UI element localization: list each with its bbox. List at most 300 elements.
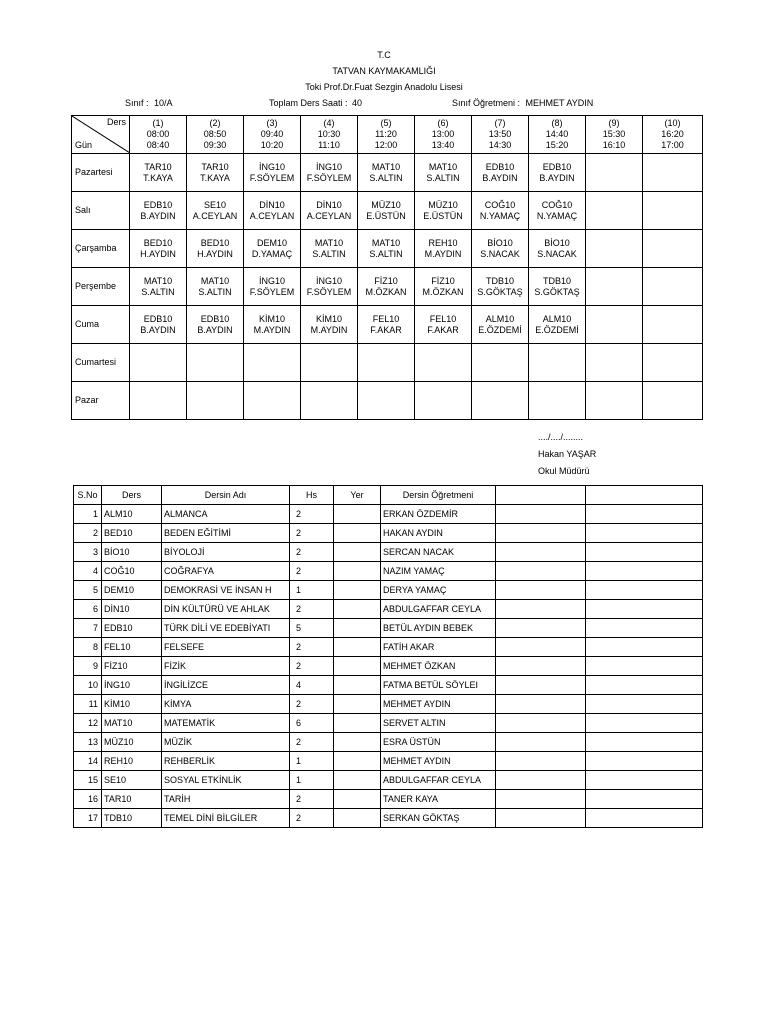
course-year bbox=[334, 676, 381, 695]
course-year bbox=[334, 790, 381, 809]
lesson-cell bbox=[529, 154, 586, 192]
table-row bbox=[74, 619, 703, 638]
lesson-teacher: A.CEYLAN bbox=[192, 210, 238, 221]
period-start: 14:40 bbox=[545, 129, 569, 139]
lesson-cell bbox=[358, 344, 415, 382]
lesson-code: KİM10 bbox=[315, 313, 342, 324]
course-blank bbox=[586, 695, 703, 714]
course-year bbox=[334, 581, 381, 600]
course-hours: 2 bbox=[290, 733, 334, 752]
lesson-teacher: B.AYDIN bbox=[197, 324, 233, 335]
course-code: TDB10 bbox=[102, 809, 162, 828]
table-row bbox=[74, 562, 703, 581]
course-blank bbox=[496, 543, 586, 562]
lesson-cell bbox=[244, 306, 301, 344]
course-hours: 2 bbox=[290, 524, 334, 543]
course-name: COĞRAFYA bbox=[162, 562, 290, 581]
period-start: 16:20 bbox=[661, 129, 684, 139]
lesson-cell bbox=[130, 306, 187, 344]
lesson-teacher: S.GÖKTAŞ bbox=[534, 286, 580, 297]
course-code: ALM10 bbox=[102, 505, 162, 524]
timetable bbox=[71, 115, 703, 420]
lesson-cell bbox=[244, 268, 301, 306]
course-code: BED10 bbox=[102, 524, 162, 543]
course-hours: 1 bbox=[290, 752, 334, 771]
lesson-teacher: A.CEYLAN bbox=[306, 210, 352, 221]
course-year bbox=[334, 752, 381, 771]
signature-name: Hakan YAŞAR bbox=[538, 449, 597, 459]
course-name: TÜRK DİLİ VE EDEBİYATI bbox=[162, 619, 290, 638]
day-row bbox=[72, 306, 703, 344]
lesson-teacher: D.YAMAÇ bbox=[251, 248, 293, 259]
course-year bbox=[334, 524, 381, 543]
lesson-code: BED10 bbox=[200, 237, 230, 248]
course-year bbox=[334, 543, 381, 562]
lesson-code: DİN10 bbox=[316, 199, 342, 210]
lesson-cell bbox=[472, 192, 529, 230]
period-header bbox=[301, 116, 358, 154]
course-name: DİN KÜLTÜRÜ VE AHLAK bbox=[162, 600, 290, 619]
period-end: 17:00 bbox=[661, 140, 684, 150]
lesson-cell bbox=[301, 382, 358, 420]
course-hours: 5 bbox=[290, 619, 334, 638]
col-header-teacher: Dersin Öğretmeni bbox=[381, 486, 496, 505]
course-sno: 12 bbox=[74, 714, 102, 733]
lesson-teacher: M.AYDIN bbox=[253, 324, 291, 335]
lesson-teacher: F.SÖYLEM bbox=[249, 172, 295, 183]
lesson-cell bbox=[130, 382, 187, 420]
lesson-code: MAT10 bbox=[428, 161, 458, 172]
table-row bbox=[74, 657, 703, 676]
course-code: DEM10 bbox=[102, 581, 162, 600]
course-header-row bbox=[74, 486, 703, 505]
lesson-cell bbox=[586, 344, 643, 382]
lesson-cell bbox=[586, 230, 643, 268]
period-header bbox=[586, 116, 643, 154]
course-teacher: ABDULGAFFAR CEYLA bbox=[381, 600, 496, 619]
lesson-cell bbox=[187, 230, 244, 268]
col-header-blank bbox=[586, 486, 703, 505]
period-start: 10:30 bbox=[317, 129, 341, 139]
course-teacher: TANER KAYA bbox=[381, 790, 496, 809]
table-row bbox=[74, 581, 703, 600]
lesson-code: BİO10 bbox=[544, 237, 570, 248]
class-label: Sınıf : bbox=[125, 98, 149, 108]
course-year bbox=[334, 619, 381, 638]
lesson-cell bbox=[244, 230, 301, 268]
course-sno: 2 bbox=[74, 524, 102, 543]
course-blank bbox=[496, 790, 586, 809]
lesson-cell bbox=[586, 382, 643, 420]
course-name: FELSEFE bbox=[162, 638, 290, 657]
lesson-code: EDB10 bbox=[143, 199, 173, 210]
course-teacher: MEHMET AYDIN bbox=[381, 752, 496, 771]
course-sno: 6 bbox=[74, 600, 102, 619]
lesson-teacher: M.ÖZKAN bbox=[422, 286, 464, 297]
lesson-cell bbox=[358, 192, 415, 230]
lesson-code: İNG10 bbox=[258, 161, 285, 172]
period-header bbox=[472, 116, 529, 154]
course-teacher: MEHMET AYDIN bbox=[381, 695, 496, 714]
course-hours: 2 bbox=[290, 543, 334, 562]
course-name: DEMOKRASİ VE İNSAN H bbox=[162, 581, 290, 600]
period-header bbox=[244, 116, 301, 154]
period-start: 13:50 bbox=[488, 129, 512, 139]
course-code: REH10 bbox=[102, 752, 162, 771]
course-name: MATEMATİK bbox=[162, 714, 290, 733]
day-row bbox=[72, 268, 703, 306]
lesson-code: SE10 bbox=[203, 199, 227, 210]
lesson-code: MÜZ10 bbox=[428, 199, 458, 210]
lesson-cell bbox=[415, 154, 472, 192]
corner-cell bbox=[72, 116, 130, 154]
lesson-cell bbox=[472, 230, 529, 268]
lesson-code: ALM10 bbox=[485, 313, 515, 324]
course-hours: 2 bbox=[290, 638, 334, 657]
lesson-teacher: E.ÖZDEMİ bbox=[478, 324, 522, 335]
lesson-cell bbox=[643, 154, 703, 192]
lesson-cell bbox=[187, 344, 244, 382]
lesson-cell bbox=[643, 306, 703, 344]
table-row bbox=[74, 695, 703, 714]
total-hours-label: Toplam Ders Saati : bbox=[269, 98, 348, 108]
course-code: EDB10 bbox=[102, 619, 162, 638]
corner-cell-content bbox=[72, 116, 129, 153]
table-row bbox=[74, 676, 703, 695]
lesson-cell bbox=[301, 154, 358, 192]
lesson-cell bbox=[415, 192, 472, 230]
course-list-table bbox=[73, 485, 703, 828]
lesson-cell bbox=[529, 344, 586, 382]
class-info bbox=[125, 98, 173, 108]
course-blank bbox=[586, 733, 703, 752]
day-name: Pazartesi bbox=[72, 154, 130, 192]
course-hours: 4 bbox=[290, 676, 334, 695]
lesson-cell bbox=[358, 154, 415, 192]
class-teacher-info bbox=[452, 98, 593, 108]
lesson-cell bbox=[472, 344, 529, 382]
lesson-teacher: S.ALTIN bbox=[369, 248, 403, 259]
course-sno: 7 bbox=[74, 619, 102, 638]
table-row bbox=[74, 638, 703, 657]
lesson-cell bbox=[130, 230, 187, 268]
course-teacher: DERYA YAMAÇ bbox=[381, 581, 496, 600]
course-blank bbox=[496, 714, 586, 733]
lesson-cell bbox=[187, 268, 244, 306]
course-sno: 3 bbox=[74, 543, 102, 562]
lesson-code: DİN10 bbox=[259, 199, 285, 210]
course-teacher: NAZIM YAMAÇ bbox=[381, 562, 496, 581]
total-hours-value: 40 bbox=[352, 98, 363, 108]
lesson-code: MAT10 bbox=[371, 161, 401, 172]
course-name: BEDEN EĞİTİMİ bbox=[162, 524, 290, 543]
course-blank bbox=[586, 600, 703, 619]
course-blank bbox=[496, 733, 586, 752]
period-end: 08:40 bbox=[146, 140, 170, 150]
class-teacher-label: Sınıf Öğretmeni : bbox=[452, 98, 521, 108]
lesson-teacher: S.ALTIN bbox=[426, 172, 460, 183]
period-no: (9) bbox=[608, 118, 620, 128]
lesson-teacher: S.NACAK bbox=[480, 248, 520, 259]
course-blank bbox=[586, 657, 703, 676]
period-no: (1) bbox=[152, 118, 164, 128]
day-row bbox=[72, 230, 703, 268]
col-header-code: Ders bbox=[102, 486, 162, 505]
lesson-cell bbox=[586, 192, 643, 230]
course-sno: 10 bbox=[74, 676, 102, 695]
course-hours: 2 bbox=[290, 562, 334, 581]
course-code: FİZ10 bbox=[102, 657, 162, 676]
lesson-code: COĞ10 bbox=[484, 199, 516, 210]
lesson-cell bbox=[187, 306, 244, 344]
course-code: MAT10 bbox=[102, 714, 162, 733]
day-name: Çarşamba bbox=[72, 230, 130, 268]
period-start: 15:30 bbox=[602, 129, 626, 139]
period-end: 10:20 bbox=[260, 140, 284, 150]
period-no: (4) bbox=[323, 118, 335, 128]
course-teacher: SERCAN NACAK bbox=[381, 543, 496, 562]
period-no: (6) bbox=[437, 118, 449, 128]
course-blank bbox=[496, 581, 586, 600]
course-blank bbox=[586, 752, 703, 771]
lesson-code: İNG10 bbox=[258, 275, 285, 286]
course-blank bbox=[586, 790, 703, 809]
signature-title: Okul Müdürü bbox=[538, 466, 590, 476]
lesson-cell bbox=[130, 268, 187, 306]
period-start: 08:00 bbox=[146, 129, 170, 139]
lesson-cell bbox=[415, 230, 472, 268]
lesson-code: TDB10 bbox=[542, 275, 571, 286]
course-blank bbox=[586, 638, 703, 657]
course-teacher: SERVET ALTIN bbox=[381, 714, 496, 733]
lesson-teacher: S.ALTIN bbox=[312, 248, 346, 259]
course-hours: 2 bbox=[290, 695, 334, 714]
lesson-cell bbox=[301, 344, 358, 382]
lesson-code: EDB10 bbox=[485, 161, 515, 172]
period-end: 09:30 bbox=[203, 140, 227, 150]
lesson-cell bbox=[643, 344, 703, 382]
course-year bbox=[334, 600, 381, 619]
period-start: 11:20 bbox=[375, 129, 397, 139]
period-no: (8) bbox=[551, 118, 563, 128]
course-teacher: ABDULGAFFAR CEYLA bbox=[381, 771, 496, 790]
lesson-code: İNG10 bbox=[315, 275, 342, 286]
course-teacher: BETÜL AYDIN BEBEK bbox=[381, 619, 496, 638]
class-value: 10/A bbox=[154, 98, 173, 108]
course-blank bbox=[586, 543, 703, 562]
lesson-teacher: N.YAMAÇ bbox=[536, 210, 578, 221]
course-code: MÜZ10 bbox=[102, 733, 162, 752]
course-sno: 8 bbox=[74, 638, 102, 657]
course-hours: 2 bbox=[290, 809, 334, 828]
lesson-code: TAR10 bbox=[144, 161, 172, 172]
course-name: ALMANCA bbox=[162, 505, 290, 524]
lesson-cell bbox=[586, 154, 643, 192]
lesson-cell bbox=[529, 192, 586, 230]
lesson-cell bbox=[358, 306, 415, 344]
lesson-teacher: S.GÖKTAŞ bbox=[477, 286, 523, 297]
period-no: (2) bbox=[209, 118, 221, 128]
course-blank bbox=[496, 619, 586, 638]
lesson-code: DEM10 bbox=[256, 237, 287, 248]
course-name: TEMEL DİNİ BİLGİLER bbox=[162, 809, 290, 828]
lesson-cell bbox=[529, 268, 586, 306]
course-blank bbox=[496, 676, 586, 695]
lesson-cell bbox=[301, 268, 358, 306]
course-name: BİYOLOJİ bbox=[162, 543, 290, 562]
course-blank bbox=[496, 752, 586, 771]
lesson-teacher: F.AKAR bbox=[370, 324, 402, 335]
period-no: (7) bbox=[494, 118, 506, 128]
period-end: 14:30 bbox=[488, 140, 512, 150]
col-header-year: Yer bbox=[334, 486, 381, 505]
lesson-cell bbox=[187, 192, 244, 230]
lesson-cell bbox=[586, 268, 643, 306]
day-name: Cumartesi bbox=[72, 344, 130, 382]
lesson-teacher: F.SÖYLEM bbox=[306, 172, 352, 183]
period-end: 15:20 bbox=[545, 140, 569, 150]
signature-date: ..../..../........ bbox=[538, 432, 584, 442]
course-sno: 15 bbox=[74, 771, 102, 790]
course-sno: 11 bbox=[74, 695, 102, 714]
course-blank bbox=[586, 619, 703, 638]
course-teacher: SERKAN GÖKTAŞ bbox=[381, 809, 496, 828]
day-row bbox=[72, 344, 703, 382]
lesson-cell bbox=[415, 344, 472, 382]
lesson-teacher: H.AYDIN bbox=[140, 248, 176, 259]
day-row bbox=[72, 192, 703, 230]
lesson-teacher: H.AYDIN bbox=[197, 248, 233, 259]
period-end: 16:10 bbox=[602, 140, 626, 150]
course-name: KİMYA bbox=[162, 695, 290, 714]
lesson-code: İNG10 bbox=[315, 161, 342, 172]
lesson-code: FEL10 bbox=[372, 313, 400, 324]
course-name: REHBERLİK bbox=[162, 752, 290, 771]
lesson-teacher: M.ÖZKAN bbox=[365, 286, 407, 297]
course-teacher: FATMA BETÜL SÖYLEI bbox=[381, 676, 496, 695]
lesson-code: KİM10 bbox=[258, 313, 285, 324]
course-code: DİN10 bbox=[102, 600, 162, 619]
lesson-cell bbox=[472, 268, 529, 306]
lesson-cell bbox=[472, 382, 529, 420]
lesson-code: EDB10 bbox=[143, 313, 173, 324]
course-hours: 2 bbox=[290, 600, 334, 619]
lesson-teacher: E.ÖZDEMİ bbox=[535, 324, 579, 335]
day-name: Cuma bbox=[72, 306, 130, 344]
course-hours: 1 bbox=[290, 581, 334, 600]
day-row bbox=[72, 154, 703, 192]
lesson-cell bbox=[529, 230, 586, 268]
lesson-cell bbox=[130, 192, 187, 230]
lesson-code: ALM10 bbox=[542, 313, 572, 324]
course-blank bbox=[496, 809, 586, 828]
lesson-cell bbox=[643, 192, 703, 230]
table-row bbox=[74, 505, 703, 524]
course-blank bbox=[586, 676, 703, 695]
lesson-cell bbox=[244, 344, 301, 382]
course-year bbox=[334, 638, 381, 657]
lesson-teacher: A.CEYLAN bbox=[249, 210, 295, 221]
course-blank bbox=[496, 524, 586, 543]
lesson-teacher: S.NACAK bbox=[537, 248, 577, 259]
lesson-code: REH10 bbox=[428, 237, 458, 248]
col-header-hours: Hs bbox=[290, 486, 334, 505]
corner-gun-label: Gün bbox=[75, 140, 93, 150]
lesson-teacher: T.KAYA bbox=[143, 172, 173, 183]
period-no: (10) bbox=[664, 118, 681, 128]
lesson-cell bbox=[244, 154, 301, 192]
period-no: (5) bbox=[380, 118, 392, 128]
course-teacher: FATİH AKAR bbox=[381, 638, 496, 657]
course-blank bbox=[496, 638, 586, 657]
course-blank bbox=[586, 562, 703, 581]
period-start: 08:50 bbox=[203, 129, 227, 139]
lesson-code: MAT10 bbox=[371, 237, 401, 248]
lesson-cell bbox=[301, 192, 358, 230]
timetable-header-row bbox=[72, 116, 703, 154]
lesson-cell bbox=[415, 268, 472, 306]
course-blank bbox=[496, 562, 586, 581]
course-blank bbox=[586, 714, 703, 733]
lesson-code: TDB10 bbox=[485, 275, 514, 286]
col-header-sno: S.No bbox=[74, 486, 102, 505]
course-sno: 5 bbox=[74, 581, 102, 600]
course-sno: 4 bbox=[74, 562, 102, 581]
lesson-cell bbox=[358, 382, 415, 420]
lesson-cell bbox=[301, 230, 358, 268]
table-row bbox=[74, 524, 703, 543]
course-sno: 14 bbox=[74, 752, 102, 771]
course-code: BİO10 bbox=[102, 543, 162, 562]
table-row bbox=[74, 543, 703, 562]
period-start: 09:40 bbox=[260, 129, 284, 139]
course-year bbox=[334, 771, 381, 790]
course-blank bbox=[586, 505, 703, 524]
course-teacher: HAKAN AYDIN bbox=[381, 524, 496, 543]
course-teacher: MEHMET ÖZKAN bbox=[381, 657, 496, 676]
lesson-cell bbox=[643, 230, 703, 268]
course-blank bbox=[496, 771, 586, 790]
course-hours: 1 bbox=[290, 771, 334, 790]
course-year bbox=[334, 657, 381, 676]
lesson-code: BED10 bbox=[143, 237, 173, 248]
lesson-code: EDB10 bbox=[200, 313, 230, 324]
period-end: 13:40 bbox=[431, 140, 455, 150]
lesson-cell bbox=[529, 382, 586, 420]
course-blank bbox=[586, 771, 703, 790]
course-year bbox=[334, 505, 381, 524]
lesson-teacher: E.ÜSTÜN bbox=[366, 210, 406, 221]
lesson-cell bbox=[415, 306, 472, 344]
lesson-code: MAT10 bbox=[143, 275, 173, 286]
lesson-cell bbox=[472, 306, 529, 344]
lesson-cell bbox=[529, 306, 586, 344]
lesson-cell bbox=[358, 268, 415, 306]
table-row bbox=[74, 771, 703, 790]
lesson-teacher: S.ALTIN bbox=[141, 286, 175, 297]
lesson-cell bbox=[415, 382, 472, 420]
period-end: 11:10 bbox=[318, 140, 340, 150]
table-row bbox=[74, 714, 703, 733]
lesson-teacher: M.AYDIN bbox=[424, 248, 462, 259]
period-header bbox=[187, 116, 244, 154]
course-sno: 17 bbox=[74, 809, 102, 828]
course-sno: 9 bbox=[74, 657, 102, 676]
lesson-code: COĞ10 bbox=[541, 199, 573, 210]
course-year bbox=[334, 562, 381, 581]
course-code: FEL10 bbox=[102, 638, 162, 657]
lesson-teacher: E.ÜSTÜN bbox=[423, 210, 463, 221]
